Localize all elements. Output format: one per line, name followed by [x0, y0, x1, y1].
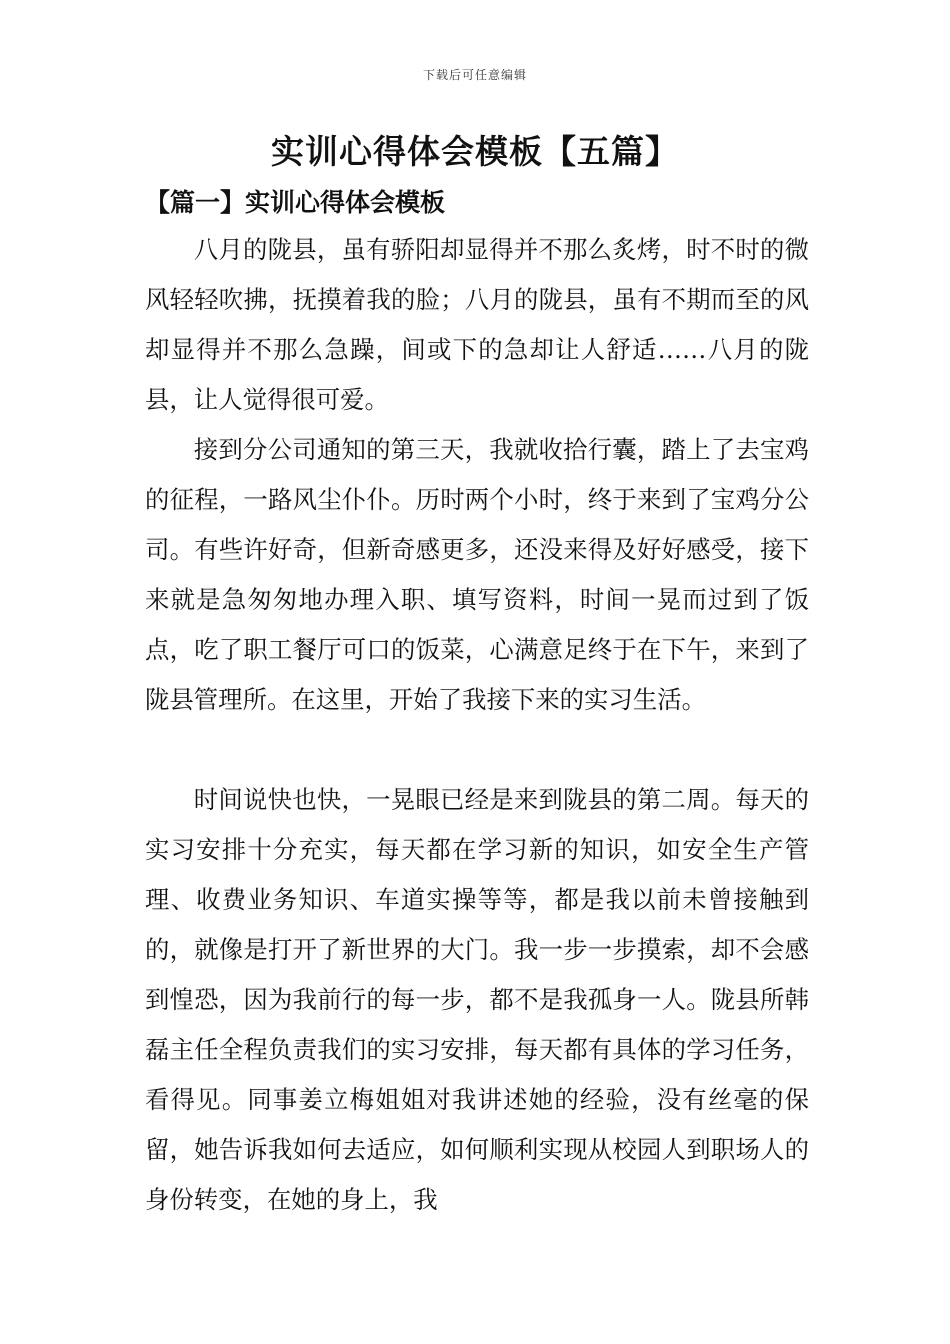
body-paragraph: 时间说快也快，一晃眼已经是来到陇县的第二周。每天的实习安排十分充实，每天都在学习新的知识，如安全生产管理、收费业务知识、车道实操等等，都是我以前未曾接触到的，就像是打开了新世界的大门。我一步一步摸索，却不会感到惶恐，因为我前行的每一步，都不是我孤身一人。陇县所韩磊主任全程负责我们的实习安排，每天都有具体的学习任务，看得见。同事姜立梅姐姐对我讲述她的经验，没有丝毫的保留，她告诉我如何去适应，如何顺利实现从校园人到职场人的身份转变，在她的身上，我: [145, 785, 809, 1214]
document-title: 实训心得体会模板【五篇】: [271, 132, 679, 171]
header-note: 下载后可任意编辑: [422, 68, 527, 82]
section-heading: 【篇一】实训心得体会模板: [145, 188, 446, 217]
body-paragraph: 八月的陇县，虽有骄阳却显得并不那么炙烤，时不时的微风轻轻吹拂，抚摸着我的脸；八月的陇县，虽有不期而至的风却显得并不那么急躁，间或下的急却让人舒适……八月的陇县，让人觉得很可爱。: [145, 235, 809, 414]
body-paragraph: 接到分公司通知的第三天，我就收拾行囊，踏上了去宝鸡的征程，一路风尘仆仆。历时两个小时，终于来到了宝鸡分公司。有些许好奇，但新奇感更多，还没来得及好好感受，接下来就是急匆匆地办理入职、填写资料，时间一晃而过到了饭点，吃了职工餐厅可口的饭菜，心满意足终于在下午，来到了陇县管理所。在这里，开始了我接下来的实习生活。: [145, 435, 809, 714]
